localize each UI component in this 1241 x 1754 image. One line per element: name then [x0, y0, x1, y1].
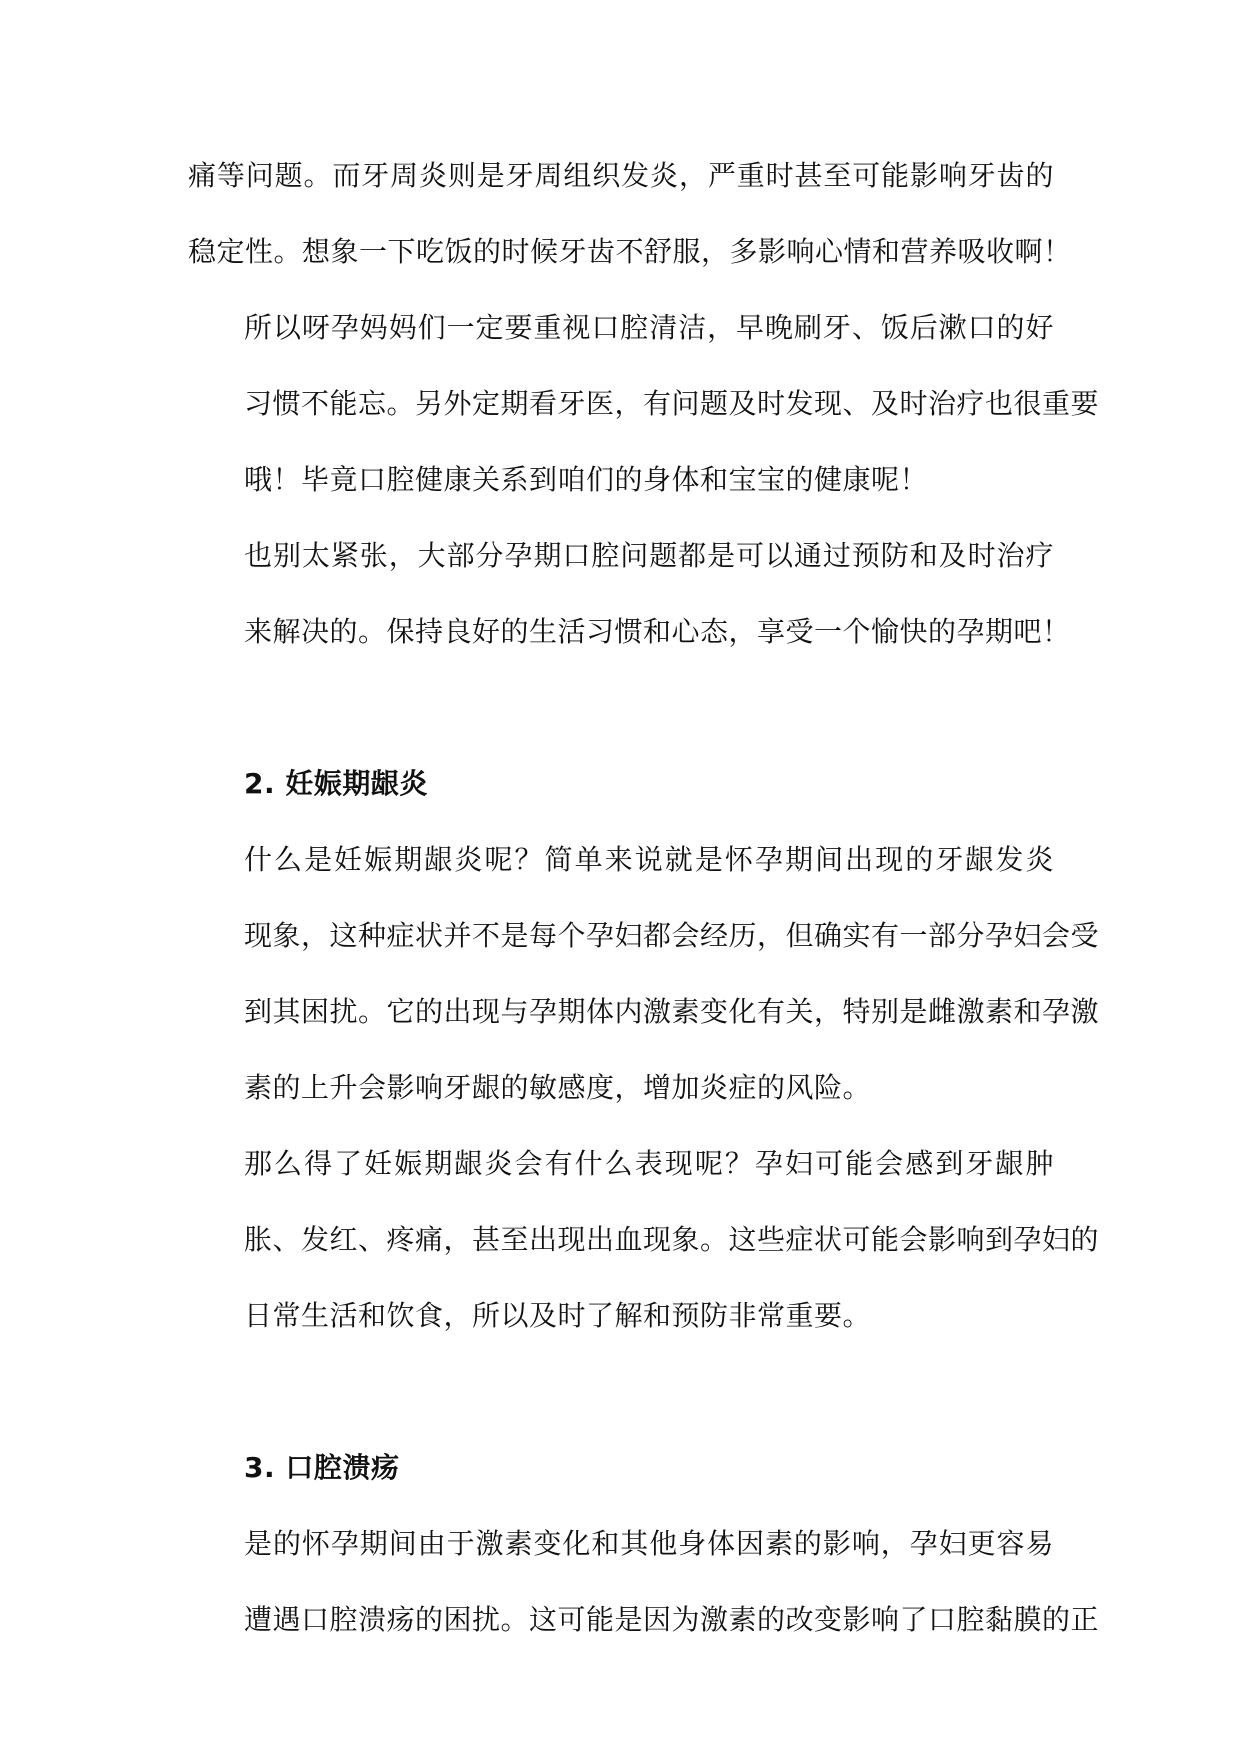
text-line: 现象，这种症状并不是每个孕妇都会经历，但确实有一部分孕妇会受 — [244, 919, 1100, 952]
text-line: 也别太紧张，大部分孕期口腔问题都是可以通过预防和及时治疗 — [244, 539, 1054, 572]
text-line: 哦！毕竟口腔健康关系到咱们的身体和宝宝的健康呢！ — [244, 463, 929, 496]
paragraph-periodontitis — [188, 138, 1072, 290]
paragraph-dont-worry — [188, 518, 1071, 670]
text-line: 那么得了妊娠期龈炎会有什么表现呢？孕妇可能会感到牙龈肿 — [244, 1147, 1054, 1180]
text-line: 痛等问题。而牙周炎则是牙周组织发炎，严重时甚至可能影响牙齿的 — [188, 159, 1054, 192]
paragraph-gingivitis-symptoms — [188, 1126, 1100, 1354]
document-body — [188, 138, 1100, 1658]
text-line: 到其困扰。它的出现与孕期体内激素变化有关，特别是雌激素和孕激 — [244, 995, 1100, 1028]
text-line: 遭遇口腔溃疡的困扰。这可能是因为激素的改变影响了口腔黏膜的正 — [244, 1603, 1100, 1636]
text-line: 习惯不能忘。另外定期看牙医，有问题及时发现、及时治疗也很重要 — [244, 387, 1100, 420]
text-line: 来解决的。保持良好的生活习惯和心态，享受一个愉快的孕期吧！ — [244, 615, 1071, 648]
section-heading-oral-ulcer: 3. 口腔溃疡 — [244, 1451, 400, 1484]
section-gap — [188, 670, 1054, 746]
paragraph-oral-hygiene — [188, 290, 1100, 518]
section-heading-gingivitis: 2. 妊娠期龈炎 — [244, 767, 428, 800]
text-line: 日常生活和饮食，所以及时了解和预防非常重要。 — [244, 1299, 872, 1332]
text-line: 是的怀孕期间由于激素变化和其他身体因素的影响，孕妇更容易 — [244, 1527, 1054, 1560]
text-line: 胀、发红、疼痛，甚至出现出血现象。这些症状可能会影响到孕妇的 — [244, 1223, 1100, 1256]
text-line: 素的上升会影响牙龈的敏感度，增加炎症的风险。 — [244, 1071, 872, 1104]
text-line: 所以呀孕妈妈们一定要重视口腔清洁，早晚刷牙、饭后漱口的好 — [244, 311, 1054, 344]
section-gap — [188, 1354, 1054, 1430]
text-line: 稳定性。想象一下吃饭的时候牙齿不舒服，多影响心情和营养吸收啊！ — [188, 235, 1072, 268]
text-line: 什么是妊娠期龈炎呢？简单来说就是怀孕期间出现的牙龈发炎 — [244, 843, 1054, 876]
paragraph-oral-ulcer — [188, 1506, 1100, 1658]
paragraph-gingivitis-definition — [188, 822, 1100, 1126]
